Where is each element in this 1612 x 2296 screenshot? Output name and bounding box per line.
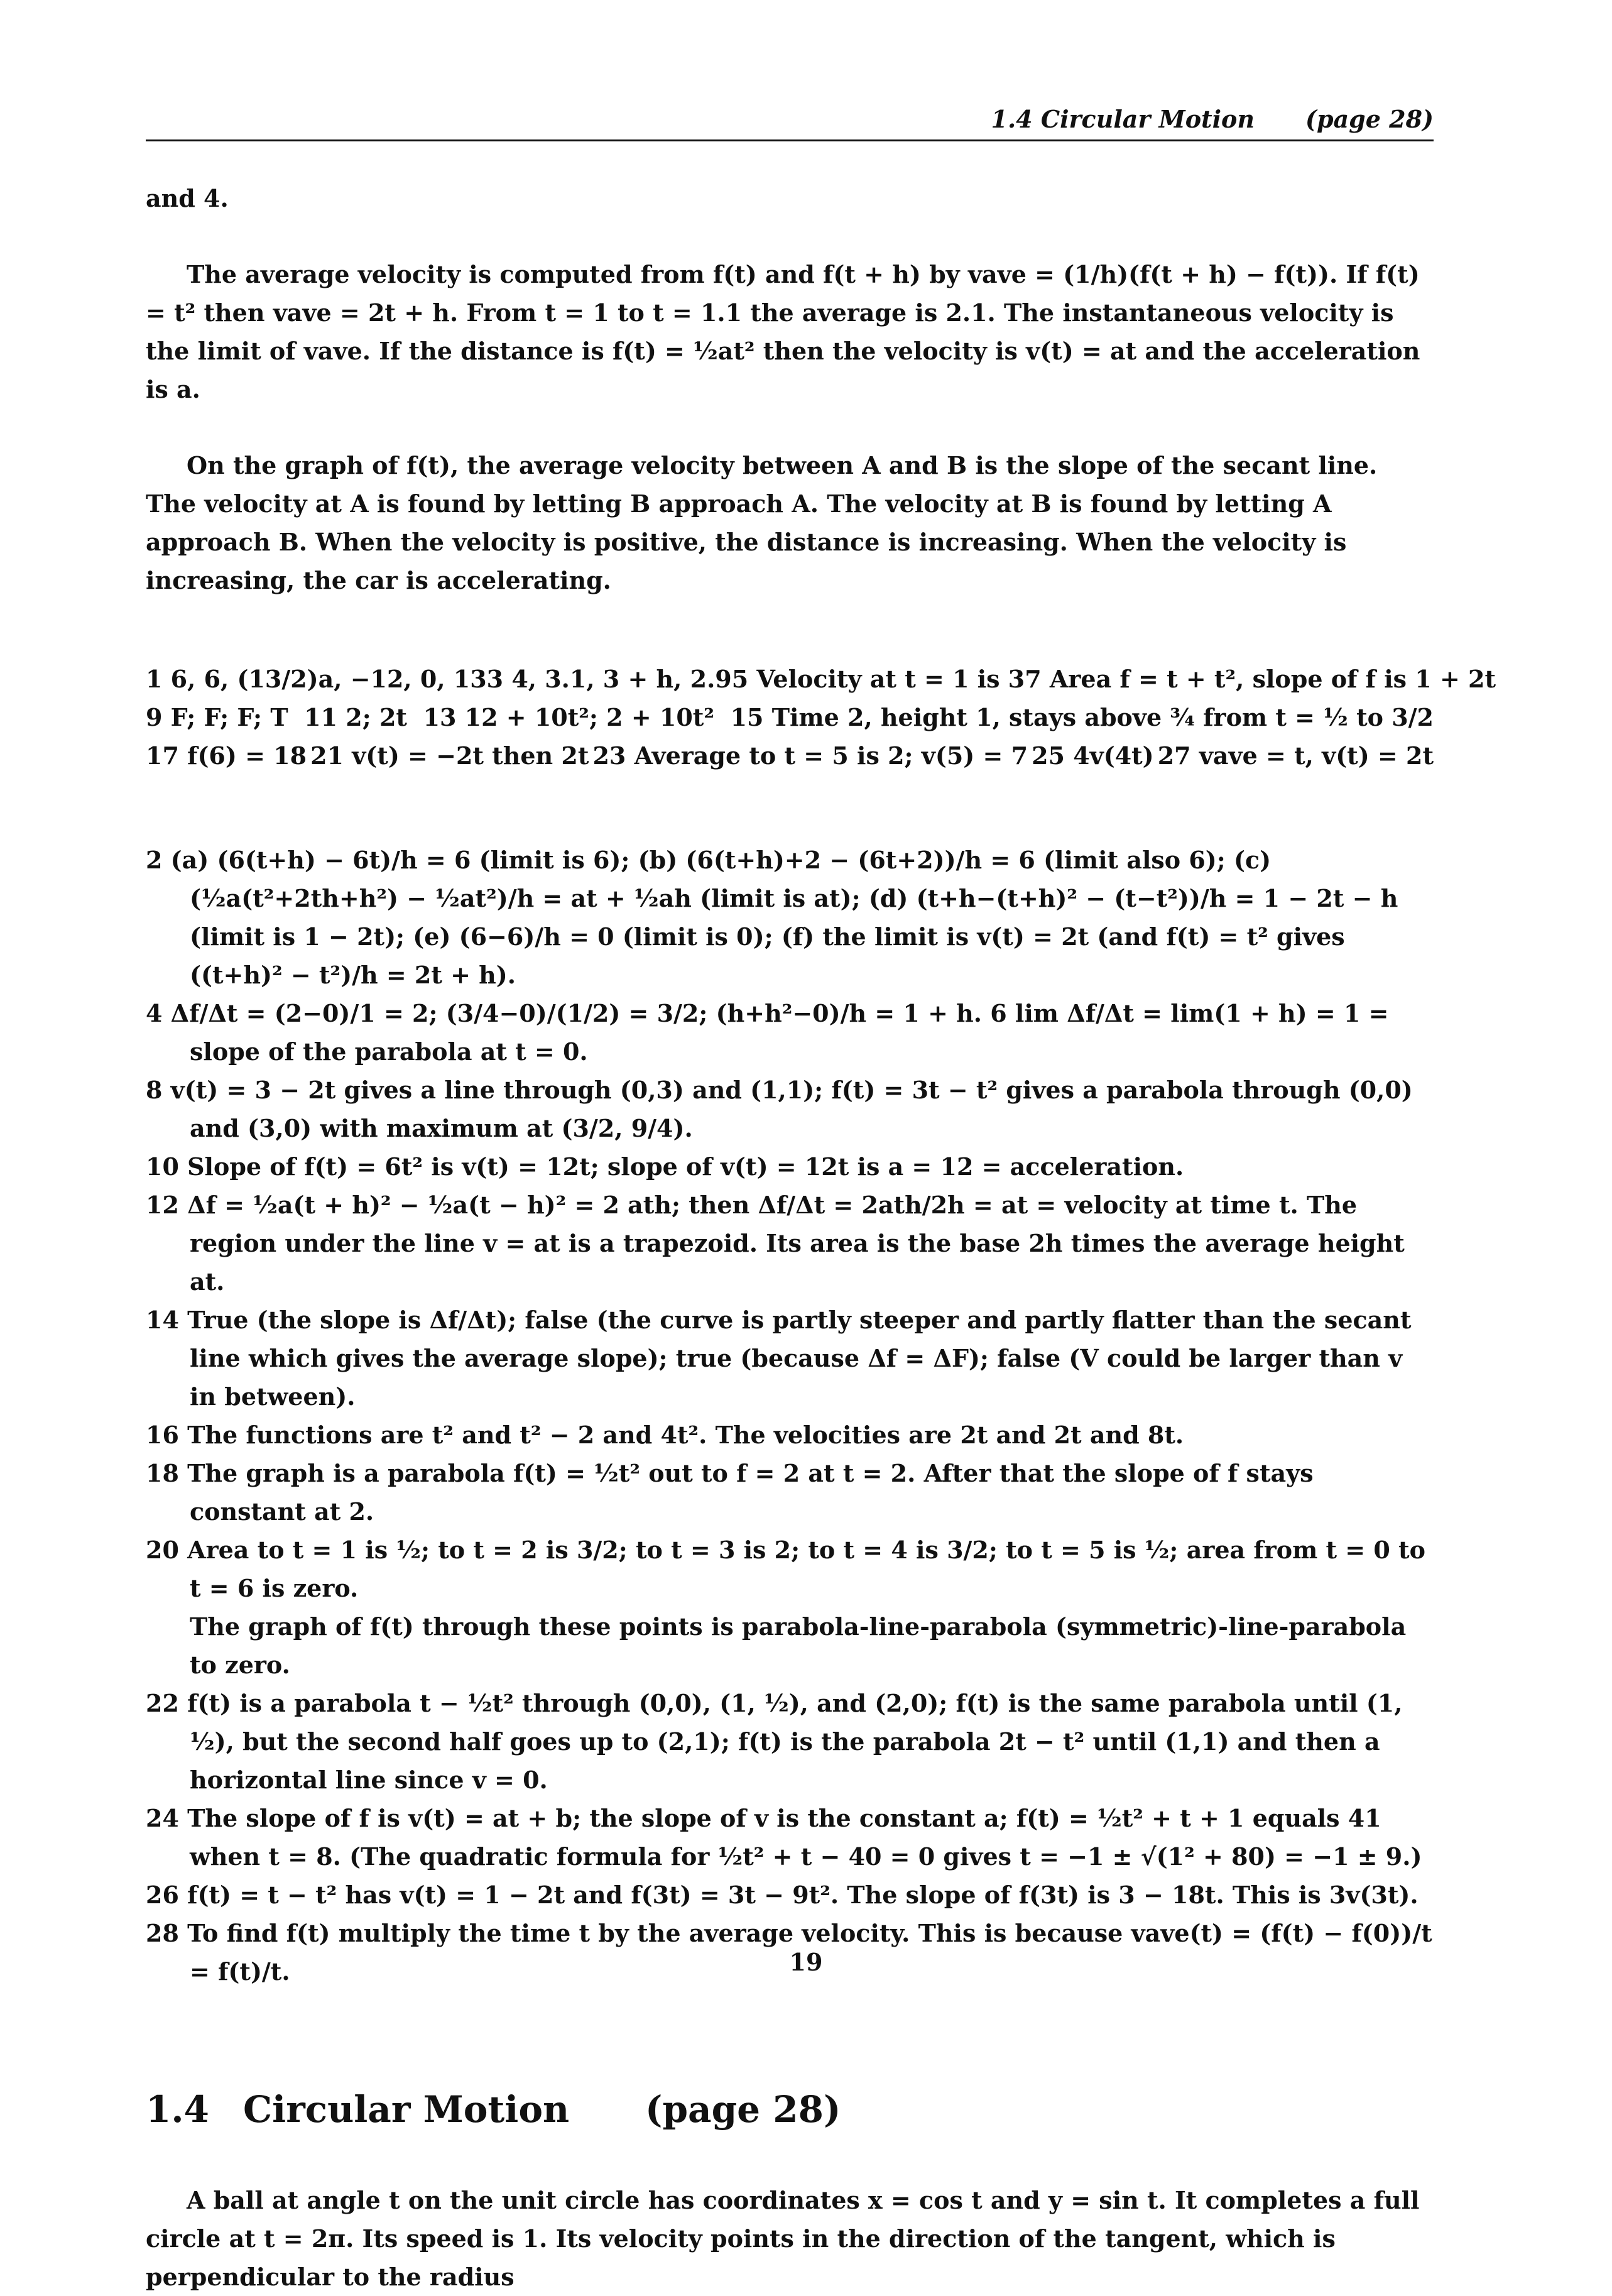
running-head-title: 1.4 Circular Motion	[991, 105, 1255, 133]
solution-4-6: 4 Δf/Δt = (2−0)/1 = 2; (3/4−0)/(1/2) = 3/2; (h+h²−0)/h = 1 + h. 6 lim Δf/Δt = lim(1 + h) = 1 = slope of the parabola at t = 0.	[146, 999, 1389, 1066]
answer-23: 23 Average to t = 5 is 2; v(5) = 7	[592, 741, 1028, 770]
solution-28: 28 To find f(t) multiply the time t by the average velocity. This is because vave(t) = (f(t) − f(0))/t = f(t)/t.	[146, 1919, 1432, 1986]
answer-11: 11 2; 2t	[304, 703, 407, 731]
paragraph-graph: On the graph of f(t), the average velocity between A and B is the slope of the secant line. The velocity at A is found by letting B approach A. The velocity at B is found by letting A approach B. When the velocity is positive, the distance is increasing. When the velocity is increasing, the car is accelerating.	[146, 451, 1378, 594]
answers-row	[146, 736, 1434, 775]
answer-17: 17 f(6) = 18	[146, 741, 307, 770]
solution-10: 10 Slope of f(t) = 6t² is v(t) = 12t; slope of v(t) = 12t is a = 12 = acceleration.	[146, 1152, 1184, 1181]
solution-26: 26 f(t) = t − t² has v(t) = 1 − 2t and f(3t) = 3t − 9t². The slope of f(3t) is 3 − 18t. This is 3v(3t).	[146, 1881, 1419, 1909]
paragraph-circular-motion: A ball at angle t on the unit circle has coordinates x = cos t and y = sin t. It completes a full circle at t = 2π. Its speed is 1. Its velocity points in the direction of the tangent, which is perpendicular to the radius	[146, 2186, 1420, 2291]
answer-7: 7 Area f = t + t², slope of f is 1 + 2t	[1025, 665, 1496, 693]
paragraph-and4: and 4.	[146, 184, 229, 212]
solution-20-continued: The graph of f(t) through these points is parabola-line-parabola (symmetric)-line-parabola to zero.	[190, 1612, 1407, 1679]
answer-21: 21 v(t) = −2t then 2t	[310, 741, 589, 770]
solution-22: 22 f(t) is a parabola t − ½t² through (0,0), (1, ½), and (2,0); f(t) is the same parabola until (1, ½), but the second half goes up to (2,1); f(t) is the parabola 2t − t² until (1,1) and then a horizontal line since v = 0.	[146, 1689, 1403, 1794]
section-heading	[146, 2088, 1434, 2131]
answer-25: 25 4v(4t)	[1032, 741, 1154, 770]
section-page-ref: (page 28)	[645, 2088, 841, 2131]
solution-16: 16 The functions are t² and t² − 2 and 4t². The velocities are 2t and 2t and 8t.	[146, 1421, 1184, 1449]
solution-12: 12 Δf = ½a(t + h)² − ½a(t − h)² = 2 ath; then Δf/Δt = 2ath/2h = at = velocity at time t. The region under the line v = at is a trapezoid. Its area is the base 2h times the average height at.	[146, 1191, 1405, 1296]
answers-row	[146, 660, 1496, 698]
page-number: 19	[789, 1948, 823, 1976]
answer-13: 13 12 + 10t²; 2 + 10t²	[423, 703, 715, 731]
solutions-list	[146, 841, 1434, 1991]
answer-3: 3 4, 3.1, 3 + h, 2.9	[486, 665, 732, 693]
answers-row	[146, 698, 1434, 736]
answer-1: 1 6, 6, (13/2)a, −12, 0, 13	[146, 665, 487, 693]
solution-18: 18 The graph is a parabola f(t) = ½t² out to f = 2 at t = 2. After that the slope of f stays constant at 2.	[146, 1459, 1314, 1526]
solution-8: 8 v(t) = 3 − 2t gives a line through (0,3) and (1,1); f(t) = 3t − t² gives a parabola through (0,0) and (3,0) with maximum at (3/2, 9/4).	[146, 1076, 1413, 1142]
solution-14: 14 True (the slope is Δf/Δt); false (the curve is partly steeper and partly flatter than the secant line which gives the average slope); true (because Δf = ΔF); false (V could be larger than v in between).	[146, 1306, 1412, 1411]
paragraph-average-velocity: The average velocity is computed from f(t) and f(t + h) by vave = (1/h)(f(t + h) − f(t)). If f(t) = t² then vave = 2t + h. From t = 1 to t = 1.1 the average is 2.1. The instantaneous velocity is the limit of vave. If the distance is f(t) = ½at² then the velocity is v(t) = at and the acceleration is a.	[146, 260, 1420, 403]
answer-9: 9 F; F; F; T	[146, 703, 288, 731]
answer-5: 5 Velocity at t = 1 is 3	[731, 665, 1025, 693]
answers-grid	[146, 660, 1496, 775]
answer-15: 15 Time 2, height 1, stays above ¾ from t = ½ to 3/2	[730, 703, 1434, 731]
answer-27: 27 vave = t, v(t) = 2t	[1157, 741, 1434, 770]
solution-2: 2 (a) (6(t+h) − 6t)/h = 6 (limit is 6); (b) (6(t+h)+2 − (6t+2))/h = 6 (limit also 6); (c) (½a(t²+2th+h²) − ½at²)/h = at + ½ah (limit is at); (d) (t+h−(t+h)² − (t−t²))/h = 1 − 2t − h (limit is 1 − 2t); (e) (6−6)/h = 0 (limit is 0); (f) the limit is v(t) = 2t (and f(t) = t² gives ((t+h)² − t²)/h = 2t + h).	[146, 846, 1398, 989]
solution-24: 24 The slope of f is v(t) = at + b; the slope of v is the constant a; f(t) = ½t² + t + 1 equals 41 when t = 8. (The quadratic formula for ½t² + t − 40 = 0 gives t = −1 ± √(1² + 80) = −1 ± 9.)	[146, 1804, 1422, 1871]
solution-20: 20 Area to t = 1 is ½; to t = 2 is 3/2; to t = 3 is 2; to t = 4 is 3/2; to t = 5 is ½; area from t = 0 to t = 6 is zero.	[146, 1536, 1425, 1602]
running-head	[146, 94, 1434, 141]
section-title: Circular Motion	[243, 2088, 570, 2131]
running-head-page-ref: (page 28)	[1305, 105, 1434, 133]
section-number: 1.4	[146, 2088, 209, 2131]
